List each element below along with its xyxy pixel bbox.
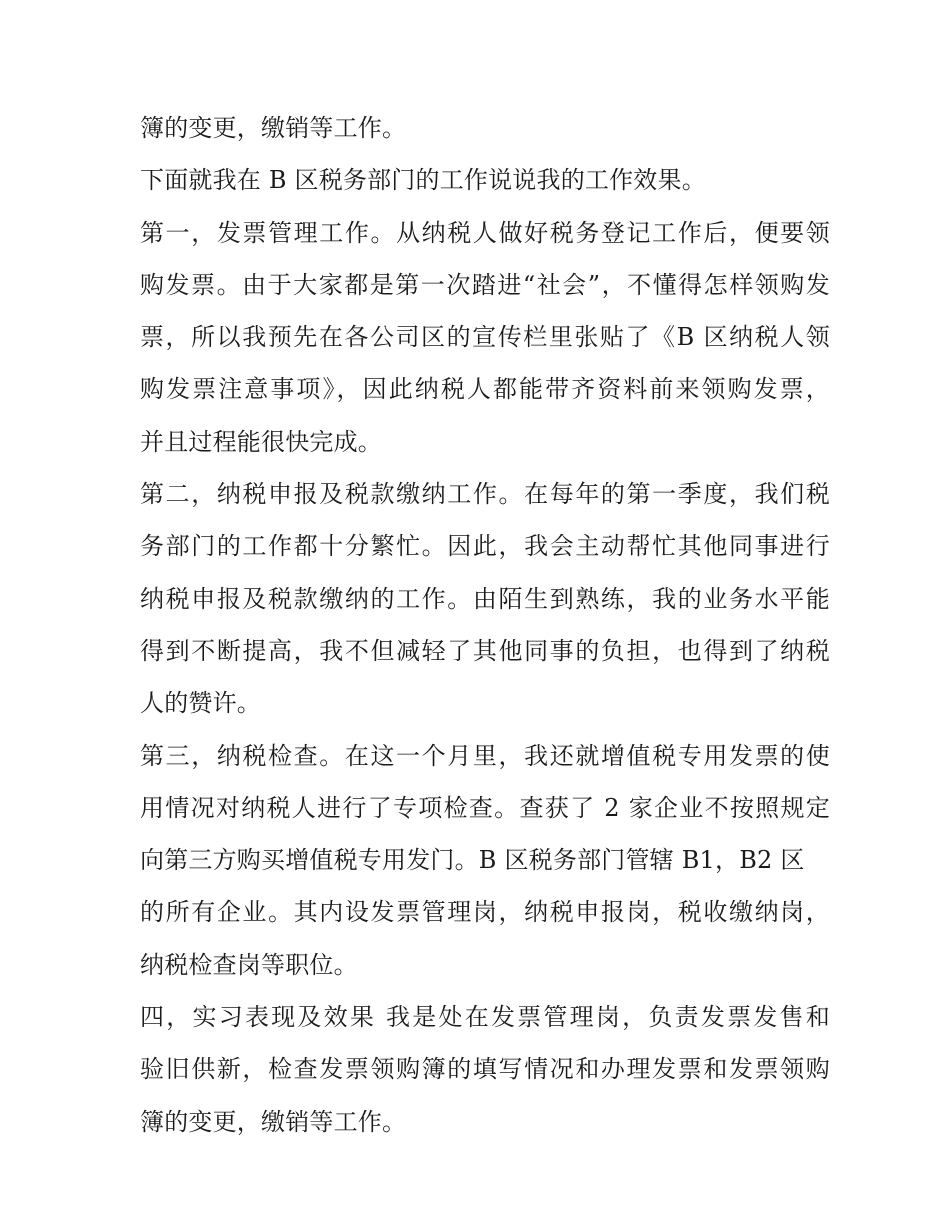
text-line: 票，所以我预先在各公司区的宣传栏里张贴了《B 区纳税人领 bbox=[140, 323, 830, 352]
text-line: 第一，发票管理工作。从纳税人做好税务登记工作后，便要领 bbox=[140, 218, 830, 247]
text-line: 四，实习表现及效果 我是处在发票管理岗，负责发票发售和 bbox=[140, 1003, 830, 1032]
text-line: 纳税申报及税款缴纳的工作。由陌生到熟练，我的业务水平能 bbox=[140, 584, 830, 613]
text-line: 并且过程能很快完成。 bbox=[140, 427, 382, 456]
text-line: 纳税检查岗等职位。 bbox=[140, 950, 358, 979]
body-text bbox=[140, 102, 830, 1148]
text-line: 得到不断提高，我不但减轻了其他同事的负担，也得到了纳税 bbox=[140, 636, 830, 665]
text-line: 的所有企业。其内设发票管理岗，纳税申报岗，税收缴纳岗， bbox=[140, 898, 830, 927]
text-line: 第三，纳税检查。在这一个月里，我还就增值税专用发票的使 bbox=[140, 741, 830, 770]
text-line: 向第三方购买增值税专用发门。B 区税务部门管辖 B1，B2 区 bbox=[140, 846, 805, 875]
text-line: 验旧供新，检查发票领购簿的填写情况和办理发票和发票领购 bbox=[140, 1055, 830, 1084]
text-line: 簿的变更，缴销等工作。 bbox=[140, 114, 407, 142]
text-line: 第二，纳税申报及税款缴纳工作。在每年的第一季度，我们税 bbox=[140, 480, 830, 509]
text-line: 簿的变更，缴销等工作。 bbox=[140, 1107, 407, 1136]
text-line: 用情况对纳税人进行了专项检查。查获了 2 家企业不按照规定 bbox=[140, 793, 830, 822]
text-line: 购发票。由于大家都是第一次踏进“社会”，不懂得怎样领购发 bbox=[140, 270, 830, 299]
text-line: 购发票注意事项》，因此纳税人都能带齐资料前来领购发票， bbox=[140, 375, 830, 404]
text-line: 下面就我在 B 区税务部门的工作说说我的工作效果。 bbox=[140, 166, 706, 195]
text-line: 务部门的工作都十分繁忙。因此，我会主动帮忙其他同事进行 bbox=[140, 532, 830, 561]
text-line: 人的赞许。 bbox=[140, 689, 261, 718]
